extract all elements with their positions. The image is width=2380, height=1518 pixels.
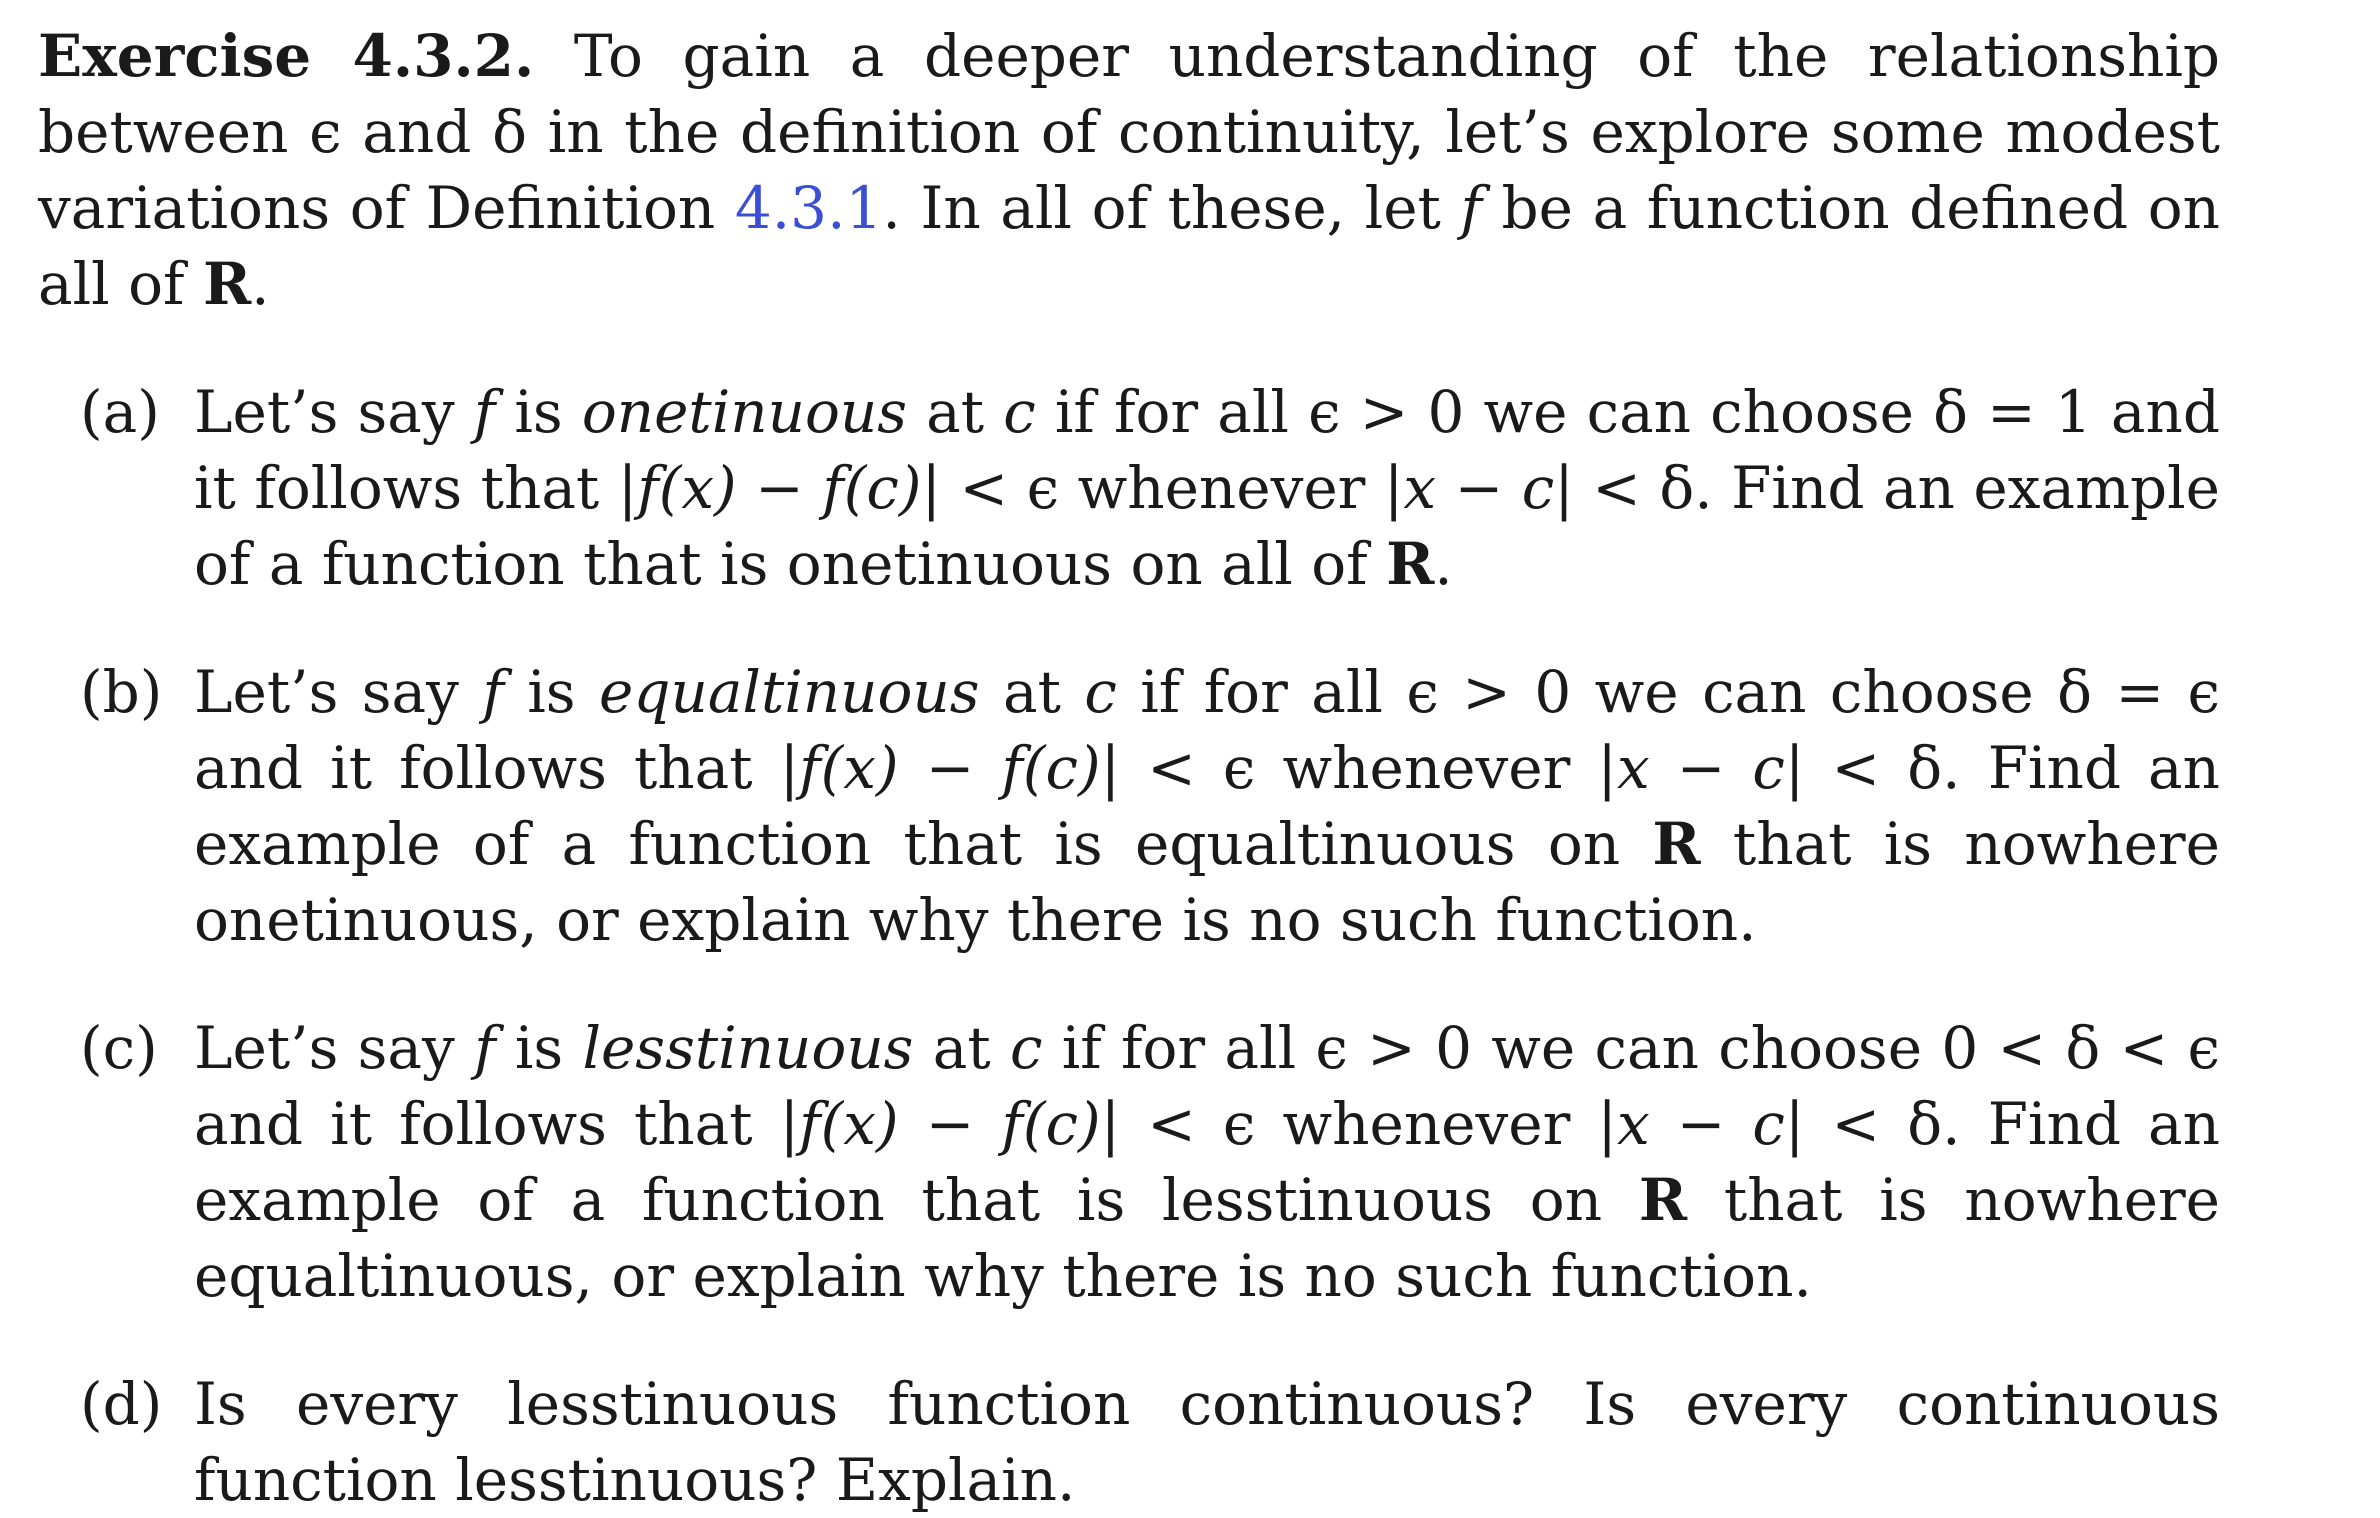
- part-c-reals: R: [1638, 1166, 1688, 1234]
- part-b-text-3: at: [979, 658, 1085, 726]
- part-c-text-2: is: [495, 1014, 583, 1082]
- part-b-expr-2: |x − c|: [1597, 734, 1805, 802]
- part-a-term: onetinuous: [581, 378, 908, 446]
- part-c-c: c: [1009, 1014, 1043, 1082]
- part-b-label: (b): [80, 658, 163, 726]
- part-a-text-1: Let’s say: [194, 378, 474, 446]
- part-b-text-6: < δ. Find an example of a function that is equaltinuous on: [194, 734, 2220, 878]
- part-a-c: c: [1003, 378, 1036, 446]
- exercise-label: Exercise 4.3.2.: [38, 22, 535, 90]
- part-a-text-4: if for all ϵ > 0 we can choose δ = 1 and it follows that: [194, 378, 2220, 522]
- exercise-parts: [38, 374, 2220, 1518]
- part-c-term: lesstinuous: [582, 1014, 914, 1082]
- part-c-text-3: at: [913, 1014, 1010, 1082]
- part-b-text-5: < ϵ whenever: [1120, 734, 1598, 802]
- part-a: [38, 374, 2220, 602]
- intro-reals: R: [202, 250, 252, 318]
- part-a-f: f: [473, 378, 496, 446]
- part-a-text-6: < δ. Find an example of a function that is onetinuous on all of: [194, 454, 2220, 598]
- part-a-text-3: at: [907, 378, 1004, 446]
- part-b-reals: R: [1652, 810, 1701, 878]
- part-c-text-4: if for all ϵ > 0 we can choose 0 < δ < ϵ and it follows that: [194, 1014, 2220, 1158]
- part-c-label: (c): [80, 1014, 158, 1082]
- part-c-expr-2: |x − c|: [1597, 1090, 1805, 1158]
- part-b-text-4: if for all ϵ > 0 we can choose δ = ϵ and it follows that: [194, 658, 2221, 802]
- part-d-text: Is every lesstinuous function continuous? Is every continuous function lesstinuous? Explain.: [194, 1370, 2220, 1514]
- part-b-text-7: that is nowhere onetinuous, or explain why there is no such function.: [194, 810, 2220, 954]
- part-b-text-1: Let’s say: [194, 658, 483, 726]
- part-b-expr-1: |f(x) − f(c)|: [779, 734, 1121, 802]
- part-c-text-1: Let’s say: [194, 1014, 475, 1082]
- part-b: [38, 654, 2220, 958]
- part-a-reals: R: [1386, 530, 1435, 598]
- part-c-f: f: [474, 1014, 496, 1082]
- part-c-text-5: < ϵ whenever: [1120, 1090, 1598, 1158]
- part-b-f: f: [482, 658, 504, 726]
- part-d-label: (d): [80, 1370, 163, 1438]
- part-d: [38, 1366, 2220, 1518]
- part-a-label: (a): [80, 378, 160, 446]
- part-b-c: c: [1084, 658, 1117, 726]
- part-c-text-7: that is nowhere equaltinuous, or explain why there is no such function.: [194, 1166, 2220, 1310]
- intro-text-1: To gain a deeper understanding of the relationship between ϵ and δ in the definition of continuity, let’s explore some modest variations of Definition: [38, 22, 2220, 242]
- intro-text-3: be a function defined on all of: [38, 174, 2220, 318]
- part-a-text-7: .: [1434, 530, 1453, 598]
- intro-f: f: [1460, 174, 1482, 242]
- part-c-expr-1: |f(x) − f(c)|: [779, 1090, 1121, 1158]
- part-c: [38, 1010, 2220, 1314]
- part-b-term: equaltinuous: [599, 658, 980, 726]
- part-a-expr-1: |f(x) − f(c)|: [617, 454, 942, 522]
- intro-text-2: . In all of these, let: [882, 174, 1461, 242]
- exercise-intro: [38, 18, 2220, 322]
- part-c-text-6: < δ. Find an example of a function that is lesstinuous on: [194, 1090, 2220, 1234]
- part-a-text-2: is: [495, 378, 582, 446]
- intro-text-4: .: [251, 250, 270, 318]
- definition-link[interactable]: 4.3.1: [734, 174, 883, 242]
- part-a-expr-2: |x − c|: [1383, 454, 1574, 522]
- part-b-text-2: is: [503, 658, 600, 726]
- part-a-text-5: < ϵ whenever: [941, 454, 1384, 522]
